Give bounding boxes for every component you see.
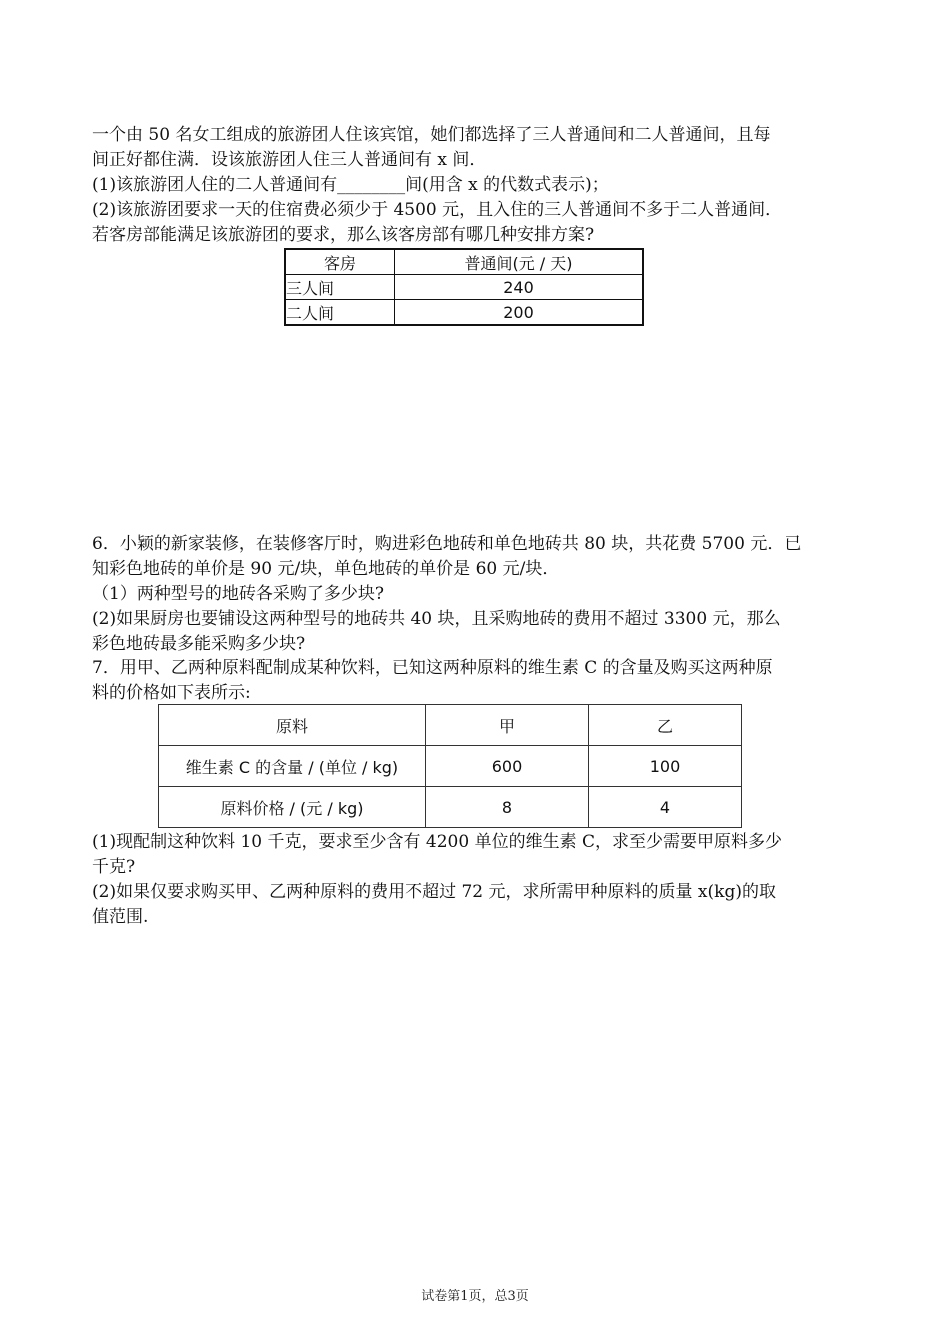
problem7-line6: 值范围. <box>92 907 149 927</box>
room-price-table <box>284 248 644 326</box>
page-footer: 试卷第1页，总3页 <box>421 1289 529 1304</box>
table-cell: 200 <box>395 300 644 326</box>
table-header-cell: 原料 <box>159 705 426 746</box>
problem5-line5: 若客房部能满足该旅游团的要求，那么该客房部有哪几种安排方案? <box>92 225 595 245</box>
table-cell: 二人间 <box>285 300 395 326</box>
problem6-line5: 彩色地砖最多能采购多少块? <box>92 634 306 654</box>
problem6-line3: （1）两种型号的地砖各采购了多少块? <box>92 584 384 604</box>
table-cell: 4 <box>589 787 742 828</box>
problem7-line5: (2)如果仅要求购买甲、乙两种原料的费用不超过 72 元，求所需甲种原料的质量 x(kg)的取 <box>92 882 776 902</box>
problem6-line4: (2)如果厨房也要铺设这两种型号的地砖共 40 块，且采购地砖的费用不超过 3300 元，那么 <box>92 609 781 629</box>
table-cell: 100 <box>589 746 742 787</box>
table-cell: 240 <box>395 275 644 300</box>
table-row <box>159 787 742 828</box>
table-cell: 三人间 <box>285 275 395 300</box>
problem7-line4: 千克? <box>92 857 136 877</box>
problem6-line2: 知彩色地砖的单价是 90 元/块，单色地砖的单价是 60 元/块． <box>92 559 560 579</box>
table-row <box>285 275 643 300</box>
ingredient-table <box>158 704 742 828</box>
table-row <box>159 746 742 787</box>
table-header-cell: 客房 <box>285 249 395 275</box>
problem6-line1: 6．小颖的新家装修，在装修客厅时，购进彩色地砖和单色地砖共 80 块，共花费 5700 元．已 <box>92 534 802 554</box>
table-row <box>159 705 742 746</box>
table-header-cell: 普通间(元 / 天) <box>395 249 644 275</box>
problem7-line3: (1)现配制这种饮料 10 千克，要求至少含有 4200 单位的维生素 C，求至少需要甲原料多少 <box>92 832 783 852</box>
table-cell: 原料价格 / (元 / kg) <box>159 787 426 828</box>
problem7-line2: 料的价格如下表所示: <box>92 683 251 703</box>
problem7-line1: 7．用甲、乙两种原料配制成某种饮料，已知这两种原料的维生素 C 的含量及购买这两种原 <box>92 658 773 678</box>
table-row <box>285 249 643 275</box>
table-cell: 维生素 C 的含量 / (单位 / kg) <box>159 746 426 787</box>
problem5-line4: (2)该旅游团要求一天的住宿费必须少于 4500 元，且入住的三人普通间不多于二人普通间． <box>92 200 783 220</box>
table-header-cell: 甲 <box>426 705 589 746</box>
problem5-line2: 间正好都住满．设该旅游团人住三人普通间有 x 间． <box>92 150 487 170</box>
problem5-line3: (1)该旅游团人住的二人普通间有________间(用含 x 的代数式表示)； <box>92 175 609 195</box>
table-cell: 8 <box>426 787 589 828</box>
table-cell: 600 <box>426 746 589 787</box>
problem5-line1: 一个由 50 名女工组成的旅游团人住该宾馆，她们都选择了三人普通间和二人普通间，且每 <box>92 125 771 145</box>
table-header-cell: 乙 <box>589 705 742 746</box>
table-row <box>285 300 643 326</box>
